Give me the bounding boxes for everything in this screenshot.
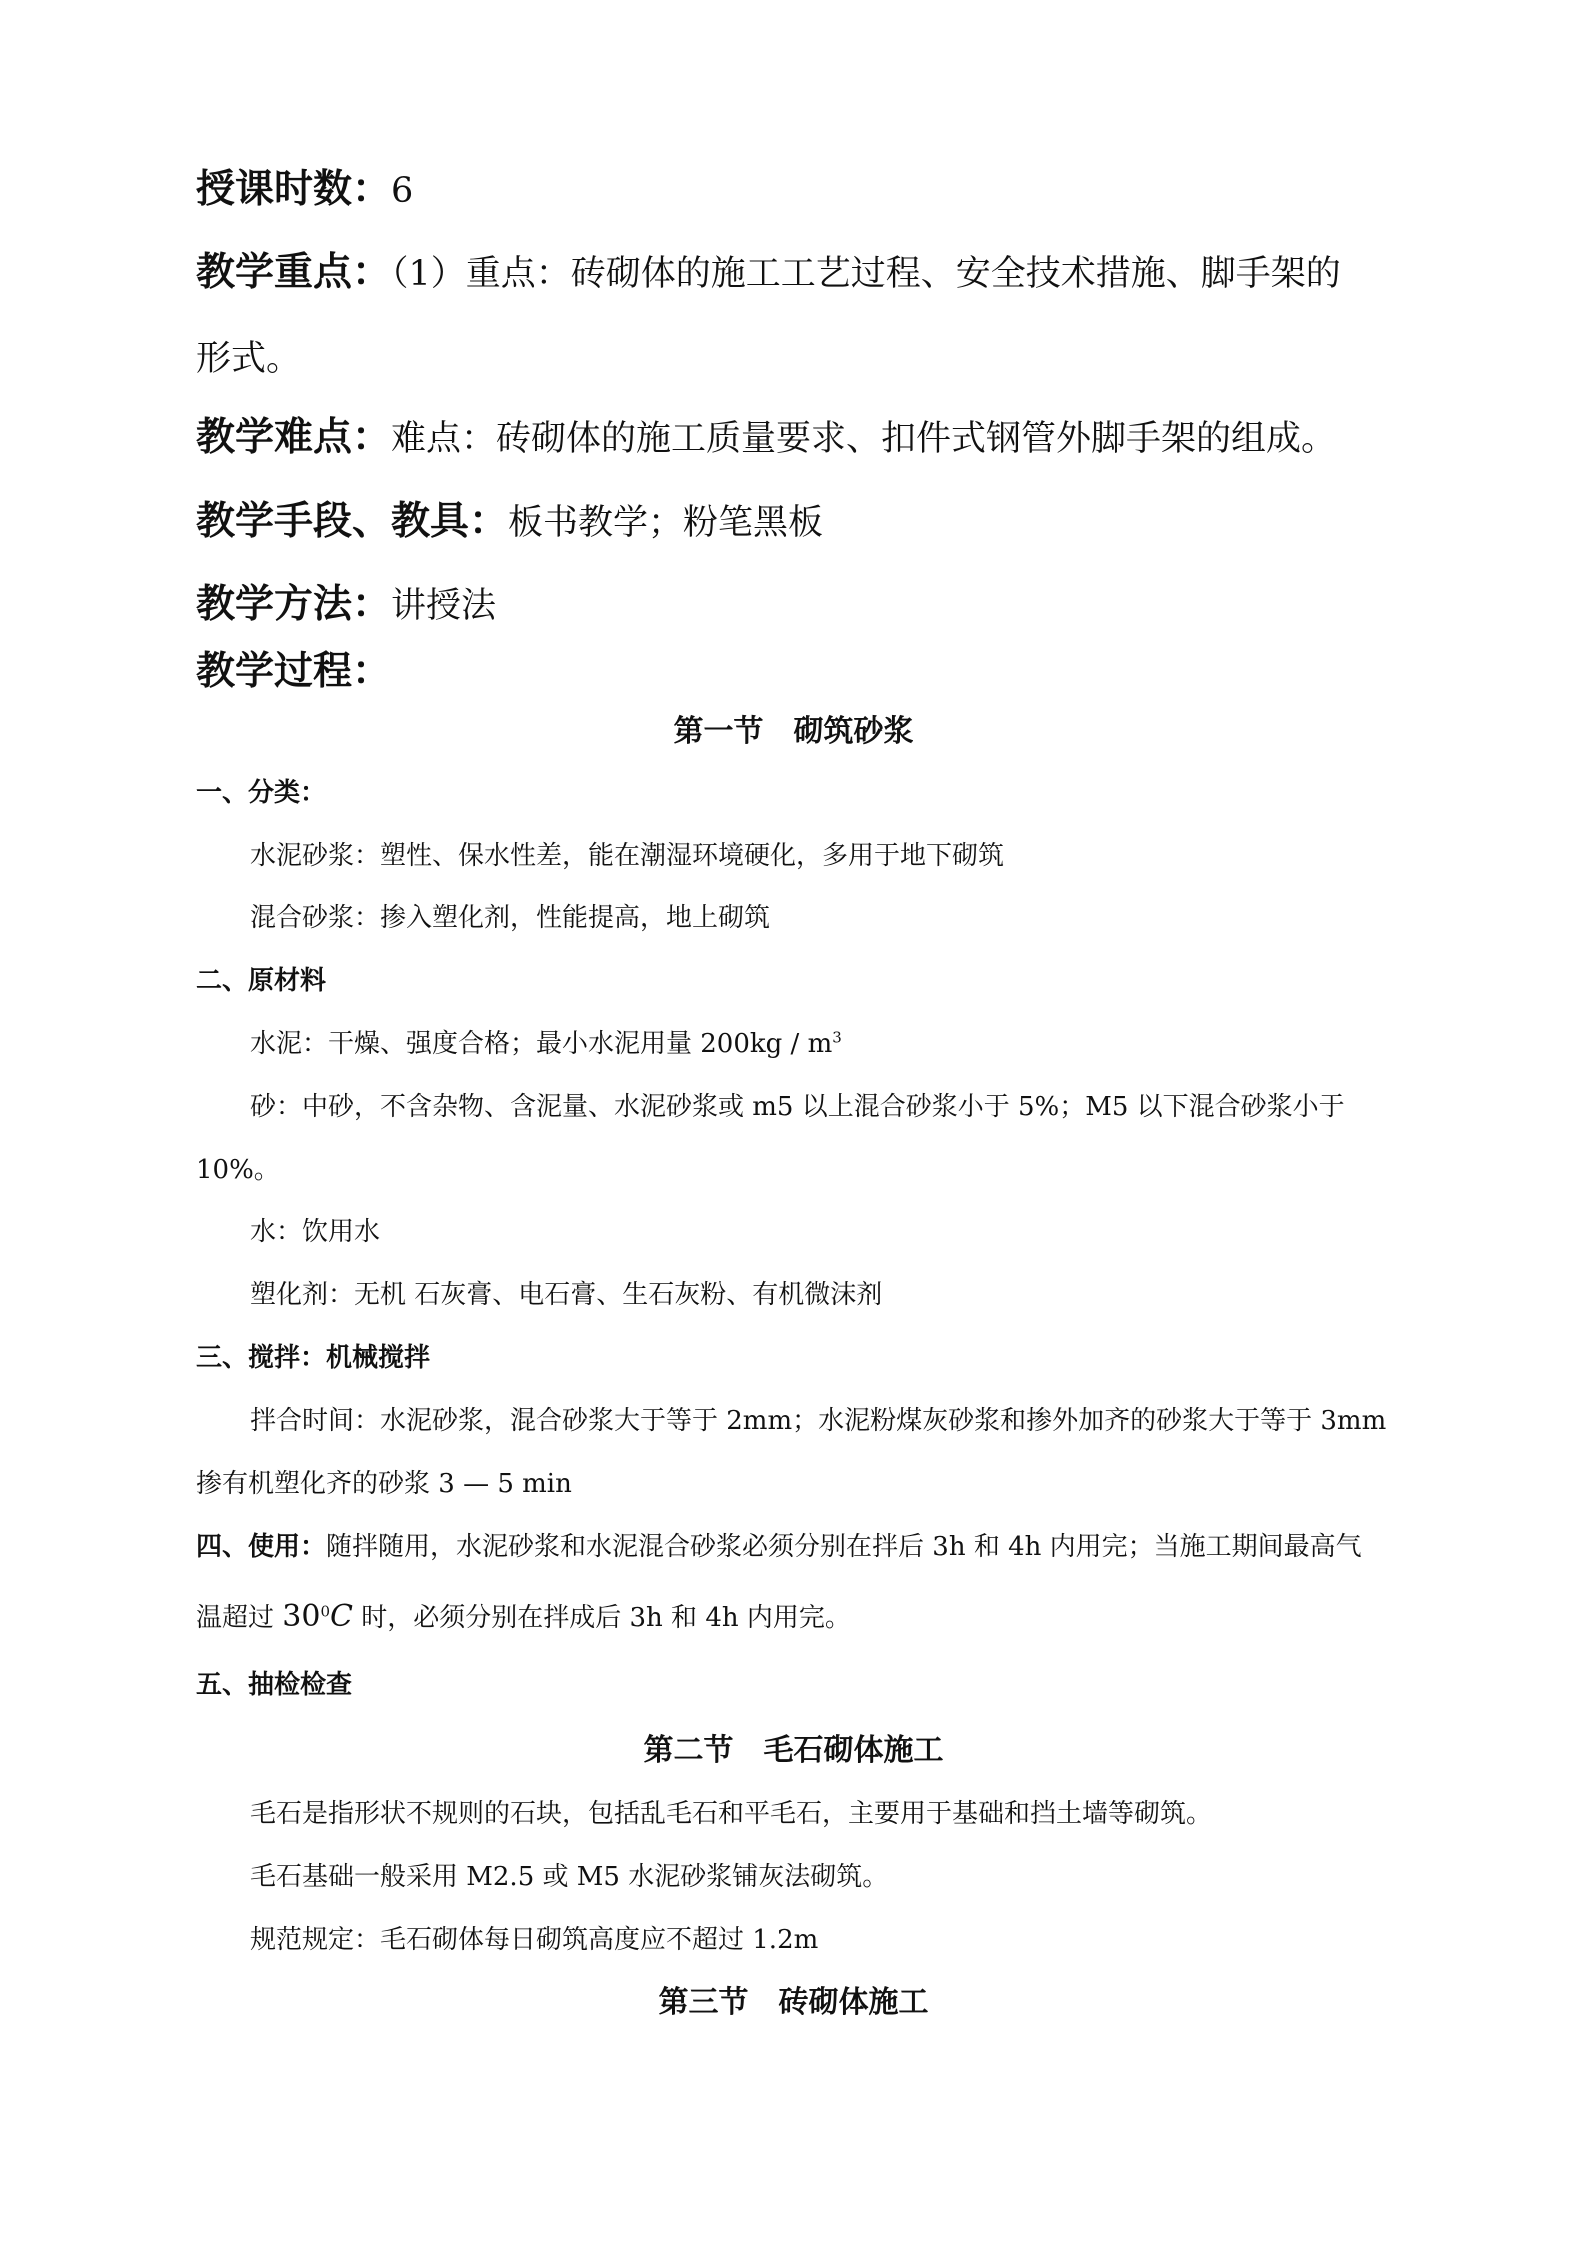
classification-item-cement-mortar: 水泥砂浆：塑性、保水性差，能在潮湿环境硬化，多用于地下砌筑 [250, 841, 1005, 871]
teaching-method-row [196, 581, 497, 627]
mixing-heading: 三、搅拌：机械搅拌 [196, 1343, 431, 1373]
temperature-degree: 0 [320, 1602, 330, 1621]
usage-line1: 随拌随用，水泥砂浆和水泥混合砂浆必须分别在拌后 3h 和 4h 内用完；当施工期间最高气 [326, 1532, 1362, 1562]
material-sand-line2: 10%。 [196, 1155, 280, 1185]
section-1-title: 第一节 砌筑砂浆 [673, 714, 914, 749]
usage-line2-suffix: 时，必须分别在拌成后 3h 和 4h 内用完。 [352, 1603, 851, 1633]
teaching-hours-value: 6 [391, 171, 414, 211]
teaching-method-value: 讲授法 [391, 586, 497, 626]
rubble-foundation: 毛石基础一般采用 M2.5 或 M5 水泥砂浆铺灰法砌筑。 [250, 1862, 889, 1892]
mixing-time-line1: 拌合时间：水泥砂浆，混合砂浆大于等于 2mm；水泥粉煤灰砂浆和掺外加齐的砂浆大于等于 3mm [250, 1406, 1387, 1436]
teaching-hours-label: 授课时数： [196, 166, 392, 212]
raw-materials-heading: 二、原材料 [196, 966, 327, 996]
material-plasticizer: 塑化剂：无机 石灰膏、电石膏、生石灰粉、有机微沫剂 [250, 1280, 883, 1310]
temperature-value: 30 [282, 1599, 321, 1634]
rubble-definition: 毛石是指形状不规则的石块，包括乱毛石和平毛石，主要用于基础和挡土墙等砌筑。 [250, 1799, 1213, 1829]
key-points-row [196, 249, 1341, 295]
classification-item-mixed-mortar: 混合砂浆：掺入塑化剂，性能提高，地上砌筑 [250, 903, 771, 933]
material-cement-text: 水泥：干燥、强度合格；最小水泥用量 200kg / m [250, 1029, 833, 1059]
difficulty-label: 教学难点： [196, 414, 392, 460]
usage-line2-prefix: 温超过 [196, 1603, 283, 1633]
teaching-hours-row [196, 166, 414, 212]
temperature-unit: C [330, 1599, 353, 1634]
difficulty-value: 难点：砖砌体的施工质量要求、扣件式钢管外脚手架的组成。 [391, 419, 1337, 459]
material-cement-superscript: 3 [832, 1028, 842, 1047]
usage-row [196, 1534, 1362, 1560]
key-points-continuation [196, 338, 301, 377]
difficulty-row [196, 414, 1337, 460]
mixing-time-line2: 掺有机塑化齐的砂浆 3 — 5 min [196, 1469, 572, 1499]
section-2-title: 第二节 毛石砌体施工 [643, 1733, 944, 1768]
usage-heading: 四、使用： [196, 1532, 327, 1562]
rubble-regulation: 规范规定：毛石砌体每日砌筑高度应不超过 1.2m [250, 1925, 819, 1955]
key-points-value-line2: 形式。 [196, 339, 302, 379]
material-sand-line1: 砂：中砂，不含杂物、含泥量、水泥砂浆或 m5 以上混合砂浆小于 5%；M5 以下混合砂浆小于 [250, 1092, 1345, 1122]
teaching-method-label: 教学方法： [196, 581, 392, 627]
key-points-label: 教学重点： [196, 249, 392, 295]
classification-heading: 一、分类： [196, 778, 327, 808]
section-3-title: 第三节 砖砌体施工 [658, 1985, 929, 2020]
material-water: 水：饮用水 [250, 1217, 381, 1247]
teaching-tools-value: 板书教学；粉笔黑板 [508, 503, 824, 543]
usage-line2 [196, 1599, 851, 1634]
key-points-value: （1）重点：砖砌体的施工工艺过程、安全技术措施、脚手架的 [391, 254, 1341, 294]
teaching-tools-row [196, 498, 824, 544]
inspection-heading: 五、抽检检查 [196, 1670, 353, 1700]
teaching-process-row [196, 648, 392, 694]
teaching-process-label: 教学过程： [196, 648, 392, 694]
material-cement [250, 1028, 842, 1059]
teaching-tools-label: 教学手段、教具： [196, 498, 509, 544]
